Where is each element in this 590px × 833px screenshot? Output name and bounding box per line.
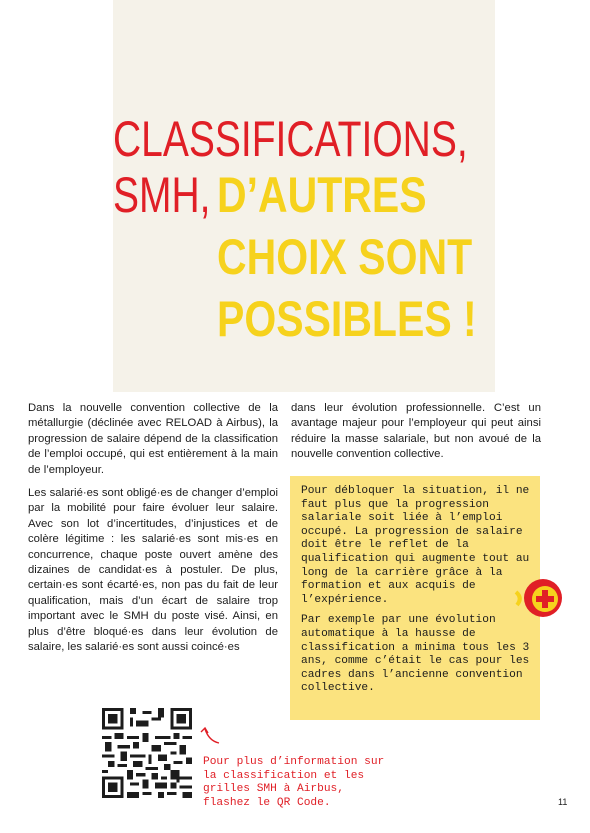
title-yellow-1: D’AUTRES — [217, 167, 427, 223]
body-paragraph: Les salarié·es sont obligé·es de changer d’emploi par la mobilité pour faire évoluer leur salaire. Avec son lot d’incertitudes, d’injustices et de colère légitime : les salarié·es sont mis·es en concurrence, chaque poste ouvert amène des dizaines de candidat·es à postuler. De plus, certain·es sont écarté·es, non pas du fait de leur qualification, mais d’un écart de salaire trop important avec le SMH du poste visé. Ainsi, en plus d’être bloqué·es dans leur évolution de salaire, les salarié·es sont aussi coincé·es — [28, 487, 278, 654]
body-paragraph: Dans la nouvelle convention collective de la métallurgie (déclinée avec RELOAD à Airbus), la progression de salaire dépend de la classification de l’emploi occupé, qui est entièrement à la main de l’employeur. — [28, 402, 278, 476]
title-red-1: CLASSIFICATIONS, — [113, 111, 468, 167]
plus-badge-icon — [513, 578, 569, 618]
title-line-3 — [217, 230, 528, 297]
highlight-text — [301, 485, 533, 703]
body-column-right — [291, 401, 541, 471]
curved-arrow-icon — [199, 725, 221, 745]
page-number: 11 — [558, 797, 568, 807]
title-line-2 — [113, 167, 427, 235]
qr-caption: Pour plus d’information sur la classification et les grilles SMH à Airbus, flashez le QR Code. — [203, 756, 385, 809]
highlight-box — [290, 476, 540, 720]
qr-code[interactable] — [102, 708, 192, 798]
title-yellow-2: CHOIX SONT — [217, 229, 473, 285]
title-yellow-3: POSSIBLES ! — [217, 291, 477, 347]
body-column-left — [28, 401, 278, 664]
highlight-paragraph: Par exemple par une évolution automatique à la hausse de classification a minima tous les 3 ans, comme c’était le cas pour les cadres dans l’ancienne convention collective. — [301, 614, 530, 695]
highlight-paragraph: Pour débloquer la situation, il ne faut plus que la progression salariale soit liée à l’emploi occupé. La progression de salaire doit être le reflet de la qualification qui augmente tout au long de la carrière grâce à la formation et aux acquis de l’expérience. — [301, 485, 530, 606]
title-line-4 — [217, 292, 534, 359]
title-red-2: SMH, — [113, 167, 211, 223]
body-paragraph: dans leur évolution professionnelle. C’est un avantage majeur pour l’employeur qui peut ainsi réduire la masse salariale, but non avoué de la nouvelle convention collective. — [291, 402, 541, 461]
